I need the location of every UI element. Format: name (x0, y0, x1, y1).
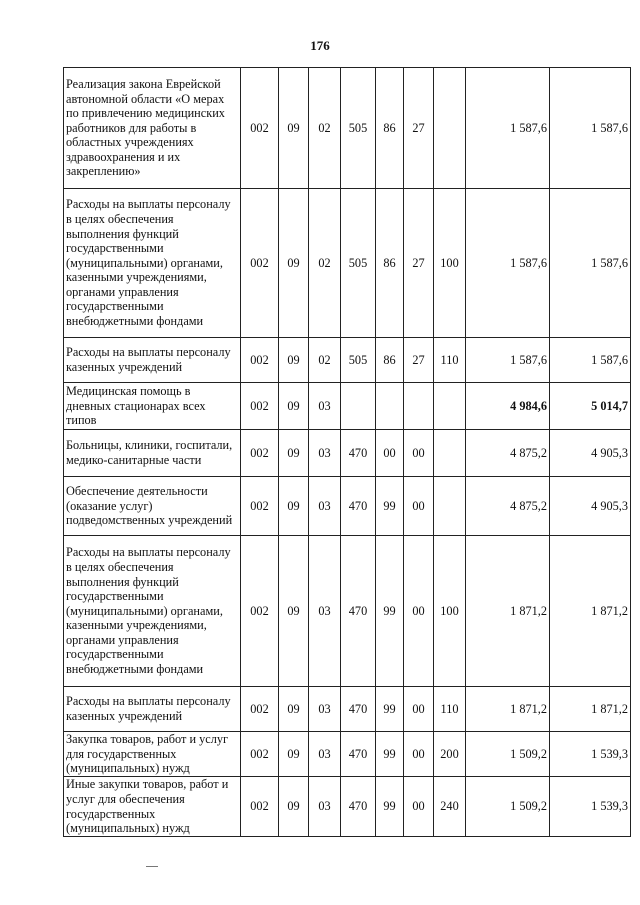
expense-type-code: 110 (434, 338, 466, 383)
row-name: Больницы, клиники, госпитали, медико-санитарные части (64, 430, 241, 477)
section-code: 09 (279, 338, 309, 383)
expense-type-code: 100 (434, 536, 466, 687)
section-code: 09 (279, 732, 309, 777)
target-article-code-3: 27 (404, 189, 434, 338)
target-article-code-2: 86 (376, 338, 404, 383)
subsection-code: 02 (309, 189, 341, 338)
subsection-code: 02 (309, 338, 341, 383)
section-code: 09 (279, 383, 309, 430)
target-article-code-2 (376, 383, 404, 430)
amount-year-1: 1 871,2 (466, 687, 550, 732)
table-row (64, 732, 631, 777)
amount-year-2: 5 014,7 (550, 383, 631, 430)
table-body (64, 68, 631, 837)
table-row (64, 477, 631, 536)
amount-year-2: 4 905,3 (550, 430, 631, 477)
ministry-code: 002 (241, 383, 279, 430)
subsection-code: 03 (309, 477, 341, 536)
subsection-code: 03 (309, 732, 341, 777)
subsection-code: 03 (309, 383, 341, 430)
expense-type-code (434, 383, 466, 430)
ministry-code: 002 (241, 732, 279, 777)
table-row (64, 536, 631, 687)
target-article-code-1: 505 (341, 68, 376, 189)
row-name: Обеспечение деятельности (оказание услуг) подведомственных учреждений (64, 477, 241, 536)
row-name: Закупка товаров, работ и услуг для государственных (муниципальных) нужд (64, 732, 241, 777)
amount-year-1: 1 871,2 (466, 536, 550, 687)
ministry-code: 002 (241, 68, 279, 189)
target-article-code-1 (341, 383, 376, 430)
expense-type-code (434, 68, 466, 189)
expense-type-code: 240 (434, 777, 466, 837)
subsection-code: 03 (309, 777, 341, 837)
target-article-code-1: 505 (341, 338, 376, 383)
target-article-code-3: 27 (404, 338, 434, 383)
amount-year-2: 4 905,3 (550, 477, 631, 536)
amount-year-1: 1 509,2 (466, 777, 550, 837)
subsection-code: 03 (309, 430, 341, 477)
amount-year-2: 1 587,6 (550, 338, 631, 383)
target-article-code-1: 470 (341, 430, 376, 477)
target-article-code-2: 99 (376, 477, 404, 536)
target-article-code-3: 00 (404, 430, 434, 477)
ministry-code: 002 (241, 687, 279, 732)
table-row (64, 68, 631, 189)
expense-type-code (434, 430, 466, 477)
ministry-code: 002 (241, 536, 279, 687)
target-article-code-3: 00 (404, 732, 434, 777)
subsection-code: 03 (309, 536, 341, 687)
amount-year-1: 1 587,6 (466, 338, 550, 383)
ministry-code: 002 (241, 777, 279, 837)
row-name: Расходы на выплаты персоналу казенных учреждений (64, 338, 241, 383)
table-row (64, 687, 631, 732)
amount-year-2: 1 587,6 (550, 189, 631, 338)
target-article-code-3 (404, 383, 434, 430)
subsection-code: 03 (309, 687, 341, 732)
row-name: Расходы на выплаты персоналу казенных учреждений (64, 687, 241, 732)
ministry-code: 002 (241, 189, 279, 338)
amount-year-2: 1 871,2 (550, 536, 631, 687)
amount-year-2: 1 587,6 (550, 68, 631, 189)
section-code: 09 (279, 777, 309, 837)
target-article-code-2: 99 (376, 732, 404, 777)
amount-year-1: 4 875,2 (466, 477, 550, 536)
section-code: 09 (279, 687, 309, 732)
target-article-code-3: 27 (404, 68, 434, 189)
table-row (64, 383, 631, 430)
amount-year-1: 1 509,2 (466, 732, 550, 777)
target-article-code-1: 470 (341, 687, 376, 732)
row-name: Расходы на выплаты персоналу в целях обеспечения выполнения функций государственными (муниципальными) органами, казенными учреждениями, органами управления государственными внебюджетными фондами (64, 189, 241, 338)
section-code: 09 (279, 477, 309, 536)
amount-year-1: 1 587,6 (466, 189, 550, 338)
row-name: Медицинская помощь в дневных стационарах всех типов (64, 383, 241, 430)
ministry-code: 002 (241, 477, 279, 536)
target-article-code-3: 00 (404, 687, 434, 732)
section-code: 09 (279, 189, 309, 338)
target-article-code-2: 99 (376, 777, 404, 837)
amount-year-1: 4 875,2 (466, 430, 550, 477)
expense-type-code: 110 (434, 687, 466, 732)
table-row (64, 338, 631, 383)
page-number: 176 (310, 38, 330, 53)
target-article-code-2: 99 (376, 687, 404, 732)
table-row (64, 189, 631, 338)
table-row (64, 430, 631, 477)
target-article-code-2: 86 (376, 189, 404, 338)
amount-year-2: 1 539,3 (550, 732, 631, 777)
section-code: 09 (279, 536, 309, 687)
row-name: Иные закупки товаров, работ и услуг для обеспечения государственных (муниципальных) нужд (64, 777, 241, 837)
target-article-code-2: 99 (376, 536, 404, 687)
target-article-code-1: 470 (341, 536, 376, 687)
section-code: 09 (279, 68, 309, 189)
target-article-code-3: 00 (404, 777, 434, 837)
target-article-code-1: 470 (341, 777, 376, 837)
section-code: 09 (279, 430, 309, 477)
ministry-code: 002 (241, 338, 279, 383)
row-name: Расходы на выплаты персоналу в целях обеспечения выполнения функций государственными (муниципальными) органами, казенными учреждениями, органами управления государственными внебюджетными фондами (64, 536, 241, 687)
amount-year-1: 4 984,6 (466, 383, 550, 430)
row-name: Реализация закона Еврейской автономной области «О мерах по привлечению медицинских работников для работы в областных учреждениях здравоохранения и их закреплению» (64, 68, 241, 189)
subsection-code: 02 (309, 68, 341, 189)
target-article-code-1: 505 (341, 189, 376, 338)
expense-type-code: 100 (434, 189, 466, 338)
target-article-code-2: 00 (376, 430, 404, 477)
target-article-code-3: 00 (404, 536, 434, 687)
amount-year-2: 1 871,2 (550, 687, 631, 732)
budget-table (63, 67, 631, 837)
target-article-code-3: 00 (404, 477, 434, 536)
expense-type-code: 200 (434, 732, 466, 777)
scan-artifact (146, 866, 158, 867)
amount-year-2: 1 539,3 (550, 777, 631, 837)
target-article-code-1: 470 (341, 732, 376, 777)
expense-type-code (434, 477, 466, 536)
table-row (64, 777, 631, 837)
ministry-code: 002 (241, 430, 279, 477)
target-article-code-2: 86 (376, 68, 404, 189)
amount-year-1: 1 587,6 (466, 68, 550, 189)
target-article-code-1: 470 (341, 477, 376, 536)
